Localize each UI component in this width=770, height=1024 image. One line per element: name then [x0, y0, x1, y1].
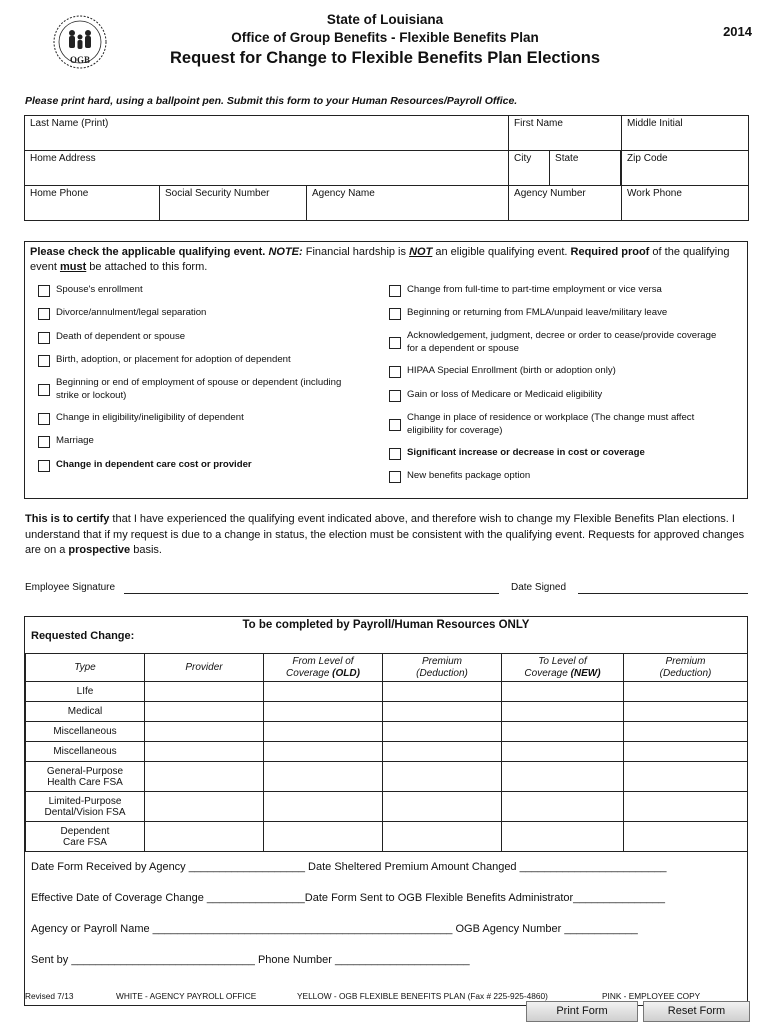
from-level-cell[interactable] — [264, 762, 383, 792]
employee-signature-line[interactable] — [124, 593, 499, 594]
label-marriage: Marriage — [56, 435, 94, 446]
provider-cell[interactable] — [145, 702, 264, 722]
agency-payroll-line[interactable]: Agency or Payroll Name _________________________________________________ OGB Agency Number ____________ — [31, 923, 638, 935]
premium-old-cell[interactable] — [383, 822, 502, 852]
table-row — [26, 722, 748, 742]
state-field[interactable] — [550, 151, 622, 186]
agency-number-field[interactable]: Agency Number — [509, 186, 622, 221]
row-type: General-Purpose Health Care FSA — [26, 762, 145, 792]
home-phone-field[interactable]: Home Phone — [25, 186, 160, 221]
row-type: Miscellaneous — [26, 722, 145, 742]
provider-cell[interactable] — [145, 742, 264, 762]
table-row — [26, 822, 748, 852]
label-cost-coverage: Significant increase or decrease in cost or coverage — [407, 447, 645, 458]
label-dependent-care: Change in dependent care cost or provider — [56, 459, 252, 470]
from-level-cell[interactable] — [264, 682, 383, 702]
premium-old-cell[interactable] — [383, 742, 502, 762]
form-year: 2014 — [723, 24, 752, 39]
label-eligibility-dependent: Change in eligibility/ineligibility of dependent — [56, 412, 244, 423]
provider-cell[interactable] — [145, 762, 264, 792]
premium-new-cell[interactable] — [624, 722, 748, 742]
row-type: Limited-Purpose Dental/Vision FSA — [26, 792, 145, 822]
from-level-cell[interactable] — [264, 702, 383, 722]
premium-new-cell[interactable] — [624, 822, 748, 852]
col-premium-old: Premium (Deduction) — [383, 654, 502, 682]
to-level-cell[interactable] — [502, 792, 624, 822]
agency-name-field[interactable]: Agency Name — [307, 186, 509, 221]
to-level-cell[interactable] — [502, 742, 624, 762]
label-new-package: New benefits package option — [407, 470, 531, 481]
premium-new-cell[interactable] — [624, 702, 748, 722]
table-row — [26, 702, 748, 722]
zip-code-field[interactable]: Zip Code — [622, 151, 749, 186]
to-level-cell[interactable] — [502, 822, 624, 852]
label-medicare: Gain or loss of Medicare or Medicaid eligibility — [407, 389, 603, 400]
city-field[interactable]: City — [509, 151, 550, 186]
premium-old-cell[interactable] — [383, 762, 502, 792]
requested-change-label: Requested Change: — [31, 630, 135, 642]
checkbox-hipaa[interactable] — [389, 366, 401, 378]
employee-signature-label: Employee Signature — [25, 582, 116, 593]
premium-old-cell[interactable] — [383, 792, 502, 822]
table-row — [26, 762, 748, 792]
table-row — [26, 792, 748, 822]
date-received-line[interactable]: Date Form Received by Agency ___________________ Date Sheltered Premium Amount Changed ________________________ — [31, 861, 667, 873]
state-label: State — [550, 151, 621, 185]
checkbox-judgment-decree[interactable] — [389, 337, 401, 349]
from-level-cell[interactable] — [264, 742, 383, 762]
to-level-cell[interactable] — [502, 682, 624, 702]
change-table — [25, 653, 748, 852]
label-hipaa: HIPAA Special Enrollment (birth or adoption only) — [407, 365, 616, 376]
svg-text:OGB: OGB — [69, 55, 91, 65]
premium-old-cell[interactable] — [383, 722, 502, 742]
provider-cell[interactable] — [145, 722, 264, 742]
checkbox-cost-coverage[interactable] — [389, 448, 401, 460]
checkbox-dependent-care[interactable] — [38, 460, 50, 472]
qualifying-event-heading: Please check the applicable qualifying event. NOTE: Financial hardship is NOT an eligible qualifying event. Required proof of the qualifying event must be attached to this form. — [30, 246, 730, 273]
premium-old-cell[interactable] — [383, 682, 502, 702]
checkbox-fmla-leave[interactable] — [389, 308, 401, 320]
label-death: Death of dependent or spouse — [56, 331, 186, 342]
premium-new-cell[interactable] — [624, 682, 748, 702]
checkbox-employment-spouse[interactable] — [38, 384, 50, 396]
last-name-field[interactable]: Last Name (Print) — [25, 116, 509, 151]
date-signed-label: Date Signed — [511, 582, 567, 593]
premium-new-cell[interactable] — [624, 792, 748, 822]
date-signed-line[interactable] — [578, 593, 748, 594]
checkbox-new-package[interactable] — [389, 471, 401, 483]
instructions: Please print hard, using a ballpoint pen. Submit this form to your Human Resources/Payroll Office. — [25, 95, 518, 107]
provider-cell[interactable] — [145, 792, 264, 822]
qualifying-event-box — [24, 241, 748, 499]
table-row — [26, 742, 748, 762]
to-level-cell[interactable] — [502, 722, 624, 742]
row-type: LIfe — [26, 682, 145, 702]
checkbox-residence-workplace[interactable] — [389, 419, 401, 431]
checkbox-spouse-enrollment[interactable] — [38, 285, 50, 297]
personal-info-table — [24, 115, 749, 221]
label-spouse-enrollment: Spouse's enrollment — [56, 284, 143, 295]
pink-copy: PINK - EMPLOYEE COPY — [602, 991, 701, 1001]
col-from-level: From Level of Coverage (OLD) — [264, 654, 383, 682]
label-divorce: Divorce/annulment/legal separation — [56, 307, 207, 318]
checkbox-birth-adoption[interactable] — [38, 355, 50, 367]
label-employment-spouse: Beginning or end of employment of spouse or dependent (including strike or lockout) — [56, 377, 342, 401]
to-level-cell[interactable] — [502, 702, 624, 722]
provider-cell[interactable] — [145, 682, 264, 702]
col-to-level: To Level of Coverage (NEW) — [502, 654, 624, 682]
reset-form-button[interactable]: Reset Form — [643, 1001, 750, 1022]
row-type: Dependent Care FSA — [26, 822, 145, 852]
from-level-cell[interactable] — [264, 792, 383, 822]
yellow-copy: YELLOW - OGB FLEXIBLE BENEFITS PLAN (Fax # 225-925-4860) — [297, 991, 548, 1001]
checkbox-eligibility-dependent[interactable] — [38, 413, 50, 425]
from-level-cell[interactable] — [264, 722, 383, 742]
premium-new-cell[interactable] — [624, 762, 748, 792]
premium-old-cell[interactable] — [383, 702, 502, 722]
sent-by-line[interactable]: Sent by ______________________________ Phone Number ______________________ — [31, 954, 470, 966]
header-state: State of Louisiana — [326, 12, 444, 27]
col-premium-new: Premium (Deduction) — [624, 654, 748, 682]
checkbox-fulltime-parttime[interactable] — [389, 285, 401, 297]
payroll-title: To be completed by Payroll/Human Resources ONLY — [242, 619, 530, 631]
label-judgment-decree: Acknowledgement, judgment, decree or order to cease/provide coverage for a dependent or spouse — [407, 330, 717, 354]
checkbox-death[interactable] — [38, 332, 50, 344]
checkbox-marriage[interactable] — [38, 436, 50, 448]
certification-text: This is to certify that I have experienced the qualifying event indicated above, and therefore wish to change my Flexible Benefits Plan elections. I understand that if my request is due to a change in status, the election must be consistent with the qualifying event. Requests for approved changes are on a prospective basis. — [25, 513, 745, 556]
print-form-button[interactable]: Print Form — [526, 1001, 638, 1022]
page-title: Request for Change to Flexible Benefits Plan Elections — [170, 49, 600, 67]
header-office: Office of Group Benefits - Flexible Benefits Plan — [231, 30, 539, 45]
label-fmla-leave: Beginning or returning from FMLA/unpaid leave/military leave — [407, 307, 668, 318]
revised-date: Revised 7/13 — [25, 991, 74, 1001]
label-residence-workplace: Change in place of residence or workplace (The change must affect eligibility for coverage) — [407, 412, 695, 436]
checkbox-medicare[interactable] — [389, 390, 401, 402]
provider-cell[interactable] — [145, 822, 264, 852]
to-level-cell[interactable] — [502, 762, 624, 792]
row-type: Medical — [26, 702, 145, 722]
middle-initial-field[interactable]: Middle Initial — [622, 116, 749, 151]
col-provider: Provider — [145, 654, 264, 682]
ssn-field[interactable]: Social Security Number — [160, 186, 307, 221]
label-birth-adoption: Birth, adoption, or placement for adoption of dependent — [56, 354, 291, 365]
premium-new-cell[interactable] — [624, 742, 748, 762]
row-type: Miscellaneous — [26, 742, 145, 762]
col-type: Type — [26, 654, 145, 682]
table-row — [26, 682, 748, 702]
checkbox-divorce[interactable] — [38, 308, 50, 320]
payroll-section — [24, 616, 748, 1006]
label-fulltime-parttime: Change from full-time to part-time employment or vice versa — [407, 284, 662, 295]
effective-date-line[interactable]: Effective Date of Coverage Change ________________Date Form Sent to OGB Flexible Benefits Administrator_______________ — [31, 892, 665, 904]
white-copy: WHITE - AGENCY PAYROLL OFFICE — [116, 991, 257, 1001]
work-phone-field[interactable]: Work Phone — [622, 186, 749, 221]
first-name-field[interactable]: First Name — [509, 116, 622, 151]
from-level-cell[interactable] — [264, 822, 383, 852]
home-address-field[interactable]: Home Address — [25, 151, 509, 186]
